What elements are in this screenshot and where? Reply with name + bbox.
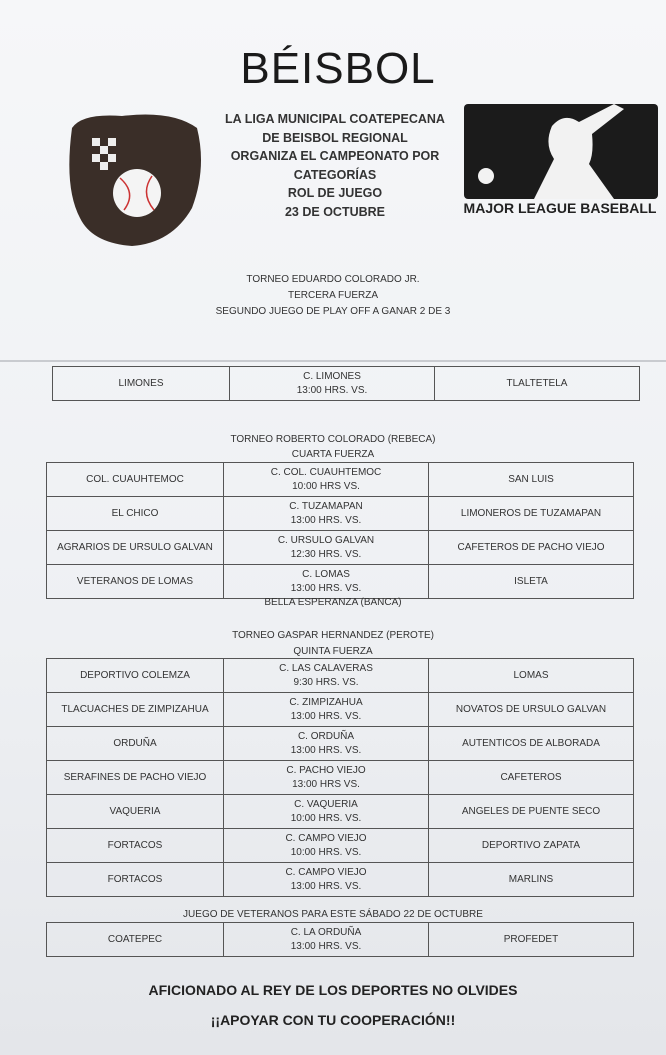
venue: C. ORDUÑA <box>297 730 355 742</box>
away-team: ANGELES DE PUENTE SECO <box>429 795 634 829</box>
venue: C. CAMPO VIEJO <box>285 832 367 844</box>
game-time: 13:00 HRS. VS. <box>290 744 362 756</box>
venue-time <box>224 565 429 599</box>
game-row <box>47 565 634 599</box>
away-team: ISLETA <box>429 565 634 599</box>
venue: C. TUZAMAPAN <box>289 500 363 512</box>
schedule-table-1 <box>52 366 640 401</box>
tournament-name: TORNEO GASPAR HERNANDEZ (PEROTE) <box>232 630 434 641</box>
venue-time <box>224 761 429 795</box>
schedule-table-2 <box>46 462 634 599</box>
home-team: COATEPEC <box>47 923 224 957</box>
game-row <box>47 463 634 497</box>
game-time: 13:00 HRS VS. <box>292 778 360 790</box>
venue-time <box>224 863 429 897</box>
game-time: 10:00 HRS. VS. <box>290 846 362 858</box>
game-row <box>47 761 634 795</box>
bye-note: BELLA ESPERANZA (BANCA) <box>264 597 402 608</box>
division: QUINTA FUERZA <box>293 646 373 657</box>
away-team: TLALTETELA <box>435 367 640 401</box>
game-row <box>47 727 634 761</box>
venue-time <box>224 497 429 531</box>
date-line: 23 DE OCTUBRE <box>284 204 386 219</box>
game-row <box>47 795 634 829</box>
home-team: ORDUÑA <box>47 727 224 761</box>
venue: C. CAMPO VIEJO <box>285 866 367 878</box>
game-time: 10:00 HRS VS. <box>292 480 360 492</box>
away-team: CAFETEROS DE PACHO VIEJO <box>429 531 634 565</box>
game-row <box>47 923 634 957</box>
org-line: LA LIGA MUNICIPAL COATEPECANA <box>225 112 445 126</box>
home-team: FORTACOS <box>47 863 224 897</box>
away-team: LOMAS <box>429 659 634 693</box>
footer-line-2: ¡¡APOYAR CON TU COOPERACIÓN!! <box>210 1012 456 1028</box>
game-row <box>47 829 634 863</box>
game-row <box>47 659 634 693</box>
venue: C. LAS CALAVERAS <box>279 662 373 674</box>
home-team: LIMONES <box>53 367 230 401</box>
game-row <box>47 863 634 897</box>
away-team: CAFETEROS <box>429 761 634 795</box>
tournament-name: TORNEO ROBERTO COLORADO (REBECA) <box>230 434 436 445</box>
series-note: SEGUNDO JUEGO DE PLAY OFF A GANAR 2 DE 3 <box>215 306 451 317</box>
game-time: 13:00 HRS. VS. <box>290 582 362 594</box>
home-team: TLACUACHES DE ZIMPIZAHUA <box>47 693 224 727</box>
schedule-table-4 <box>46 922 634 957</box>
tournament-2-heading <box>0 432 666 462</box>
game-time: 13:00 HRS. VS. <box>296 384 368 396</box>
venue-time <box>224 829 429 863</box>
home-team: EL CHICO <box>47 497 224 531</box>
venue-time <box>230 367 435 401</box>
venue: C. URSULO GALVAN <box>277 534 375 546</box>
game-time: 12:30 HRS. VS. <box>290 548 362 560</box>
home-team: DEPORTIVO COLEMZA <box>47 659 224 693</box>
away-team: SAN LUIS <box>429 463 634 497</box>
home-team: COL. CUAUHTEMOC <box>47 463 224 497</box>
mlb-logo-text: MAJOR LEAGUE BASEBALL <box>463 200 657 216</box>
home-team: VAQUERIA <box>47 795 224 829</box>
home-team: SERAFINES DE PACHO VIEJO <box>47 761 224 795</box>
division: TERCERA FUERZA <box>287 290 378 301</box>
game-row <box>47 531 634 565</box>
mlb-logo-icon <box>464 104 658 199</box>
venue-time <box>224 693 429 727</box>
footer-line-1: AFICIONADO AL REY DE LOS DEPORTES NO OLVIDES <box>148 982 518 998</box>
venue-time <box>224 727 429 761</box>
away-team: MARLINS <box>429 863 634 897</box>
org-line: ORGANIZA EL CAMPEONATO POR <box>230 149 440 163</box>
org-line: CATEGORÍAS <box>293 167 377 182</box>
venue-time <box>224 659 429 693</box>
away-team: PROFEDET <box>429 923 634 957</box>
game-row <box>47 497 634 531</box>
game-time: 13:00 HRS. VS. <box>290 880 362 892</box>
venue: C. LA ORDUÑA <box>290 926 362 938</box>
game-time: 13:00 HRS. VS. <box>290 710 362 722</box>
venue: C. VAQUERIA <box>294 798 358 810</box>
away-team: DEPORTIVO ZAPATA <box>429 829 634 863</box>
schedule-table-3 <box>46 658 634 897</box>
game-time: 9:30 HRS. VS. <box>293 676 359 688</box>
home-team: FORTACOS <box>47 829 224 863</box>
away-team: AUTENTICOS DE ALBORADA <box>429 727 634 761</box>
baseball-glove-icon <box>62 108 207 248</box>
org-line: DE BEISBOL REGIONAL <box>262 130 408 145</box>
venue-time <box>224 463 429 497</box>
venue-time <box>224 531 429 565</box>
game-time: 13:00 HRS. VS. <box>290 940 362 952</box>
venue: C. ZIMPIZAHUA <box>289 696 363 708</box>
venue: C. PACHO VIEJO <box>286 764 366 776</box>
game-time: 10:00 HRS. VS. <box>290 812 362 824</box>
venue-time <box>224 923 429 957</box>
home-team: AGRARIOS DE URSULO GALVAN <box>47 531 224 565</box>
veterans-heading: JUEGO DE VETERANOS PARA ESTE SÁBADO 22 DE OCTUBRE <box>183 909 483 920</box>
game-time: 13:00 HRS. VS. <box>290 514 362 526</box>
venue: C. LOMAS <box>302 568 350 580</box>
tournament-1-heading <box>0 272 666 320</box>
game-row <box>47 693 634 727</box>
home-team: VETERANOS DE LOMAS <box>47 565 224 599</box>
venue: C. COL. CUAUHTEMOC <box>270 466 382 478</box>
tournament-name: TORNEO EDUARDO COLORADO JR. <box>246 274 420 285</box>
game-row <box>53 367 640 401</box>
organizer-text <box>200 110 470 221</box>
venue: C. LIMONES <box>303 370 361 382</box>
away-team: NOVATOS DE URSULO GALVAN <box>429 693 634 727</box>
fold-line <box>0 360 666 362</box>
venue-time <box>224 795 429 829</box>
page-title: BÉISBOL <box>240 44 436 93</box>
division: CUARTA FUERZA <box>291 449 375 460</box>
tournament-3-heading <box>0 628 666 660</box>
org-line: ROL DE JUEGO <box>287 186 383 200</box>
away-team: LIMONEROS DE TUZAMAPAN <box>429 497 634 531</box>
